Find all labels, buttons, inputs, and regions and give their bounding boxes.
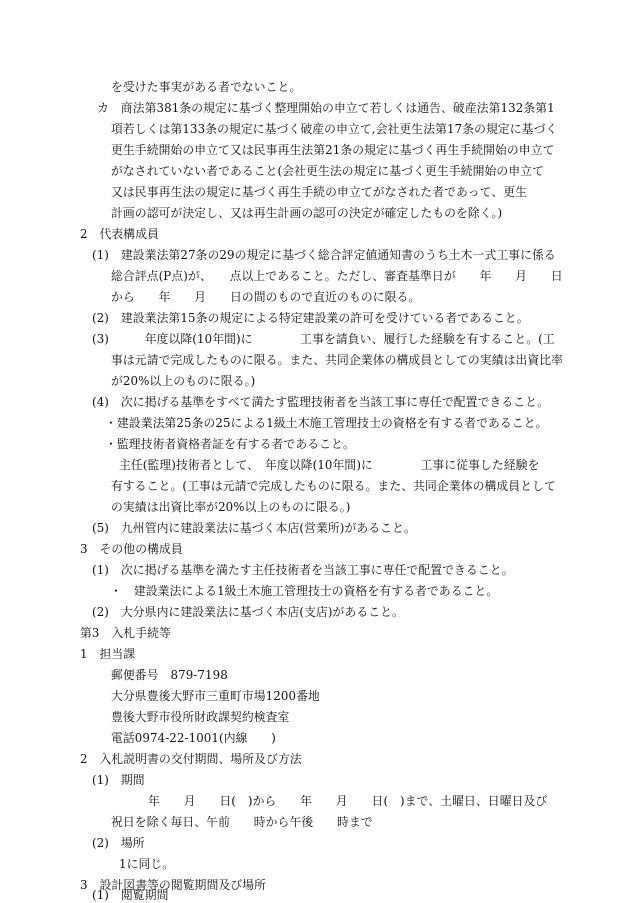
text-line-36: 祝日を除く毎日、午前 時から午後 時まで — [111, 815, 373, 829]
text-line-24: (1) 次に掲げる基準を満たす主任技術者を当該工事に専任で配置できること。 — [92, 563, 514, 577]
section-heading-viewing: 3 設計図書等の閲覧期間及び場所 — [80, 878, 267, 892]
text-line-2: カ 商法第381条の規定に基づく整理開始の申立て若しくは通告、破産法第132条第1 — [97, 101, 555, 115]
text-line-20: 有すること。(工事は元請で完成したものに限る。また、共同企業体の構成員として — [111, 479, 556, 493]
section-heading-distribution: 2 入札説明書の交付期間、場所及び方法 — [80, 752, 302, 766]
text-line-21: の実績は出資比率が20%以上のものに限る。) — [111, 500, 351, 514]
phone-number: 電話0974-22-1001(内線 ) — [111, 731, 277, 745]
text-line-6: 又は民事再生法の規定に基づく再生手続の申立てがなされた者であって、更生 — [111, 185, 528, 199]
text-line-15: が20%以上のものに限る。) — [111, 374, 256, 388]
text-line-9: (1) 建設業法第27条の29の規定に基づく総合評定値通知書のうち土木一式工事に係る — [92, 248, 556, 262]
section-heading-3: 3 その他の構成員 — [80, 542, 183, 556]
text-line-3: 項若しくは第133条の規定に基づく破産の申立て,会社更生法第17条の規定に基づく — [111, 122, 558, 136]
text-line-35: 年 月 日( )から 年 月 日( )まで、土曜日、日曜日及び — [148, 794, 548, 808]
text-line-11: から 年 月 日の間のもので直近のものに限る。 — [111, 290, 421, 304]
text-line-25: ・ 建設業法による1級土木施工管理技士の資格を有する者であること。 — [110, 584, 499, 598]
text-line-19: 主任(監理)技術者として、 年度以降(10年間)に 工事に従事した経験を — [119, 458, 540, 472]
text-line-10: 総合評点(P点)が、 点以上であること。ただし、審査基準日が 年 月 日 — [111, 269, 563, 283]
text-line-18: ・監理技術者資格者証を有する者であること。 — [105, 437, 355, 451]
text-line-38: 1に同じ。 — [119, 857, 175, 871]
text-line-4: 更生手続開始の申立て又は民事再生法第21条の規定に基づく再生手続開始の申立て — [111, 143, 555, 157]
text-line-13: (3) 年度以降(10年間)に 工事を請負い、履行した経験を有すること。(工 — [92, 332, 555, 346]
section-heading-contact: 1 担当課 — [80, 647, 136, 661]
text-line-12: (2) 建設業法第15条の規定による特定建設業の許可を受けている者であること。 — [92, 311, 529, 325]
text-line-17: ・建設業法第25条の25による1級土木施工管理技士の資格を有する者であること。 — [105, 416, 548, 430]
text-line-34: (1) 期間 — [92, 773, 145, 787]
office-name: 豊後大野市役所財政課契約検査室 — [111, 710, 290, 724]
chapter-heading-3: 第3 入札手続等 — [80, 626, 171, 640]
section-heading-2: 2 代表構成員 — [80, 227, 159, 241]
text-line-22: (5) 九州管内に建設業法に基づく本店(営業所)があること。 — [92, 521, 416, 535]
text-line-26: (2) 大分県内に建設業法に基づく本店(支店)があること。 — [92, 605, 404, 619]
text-line-40: (1) 閲覧期間 — [92, 888, 169, 902]
postal-code: 郵便番号 879-7198 — [111, 668, 228, 682]
text-line-16: (4) 次に掲げる基準をすべて満たす監理技術者を当該工事に専任で配置できること。 — [92, 395, 549, 409]
text-line-5: がなされていない者であること(会社更生法の規定に基づく更生手続開始の申立て — [111, 164, 544, 178]
address-line: 大分県豊後大野市三重町市場1200番地 — [111, 689, 320, 703]
text-line-37: (2) 場所 — [92, 836, 145, 850]
text-line-7: 計画の認可が決定し、又は再生計画の認可の決定が確定したものを除く。) — [111, 206, 503, 220]
text-line-1: を受けた事実がある者でないこと。 — [111, 80, 302, 94]
text-line-14: 事は元請で完成したものに限る。また、共同企業体の構成員としての実績は出資比率 — [111, 353, 564, 367]
